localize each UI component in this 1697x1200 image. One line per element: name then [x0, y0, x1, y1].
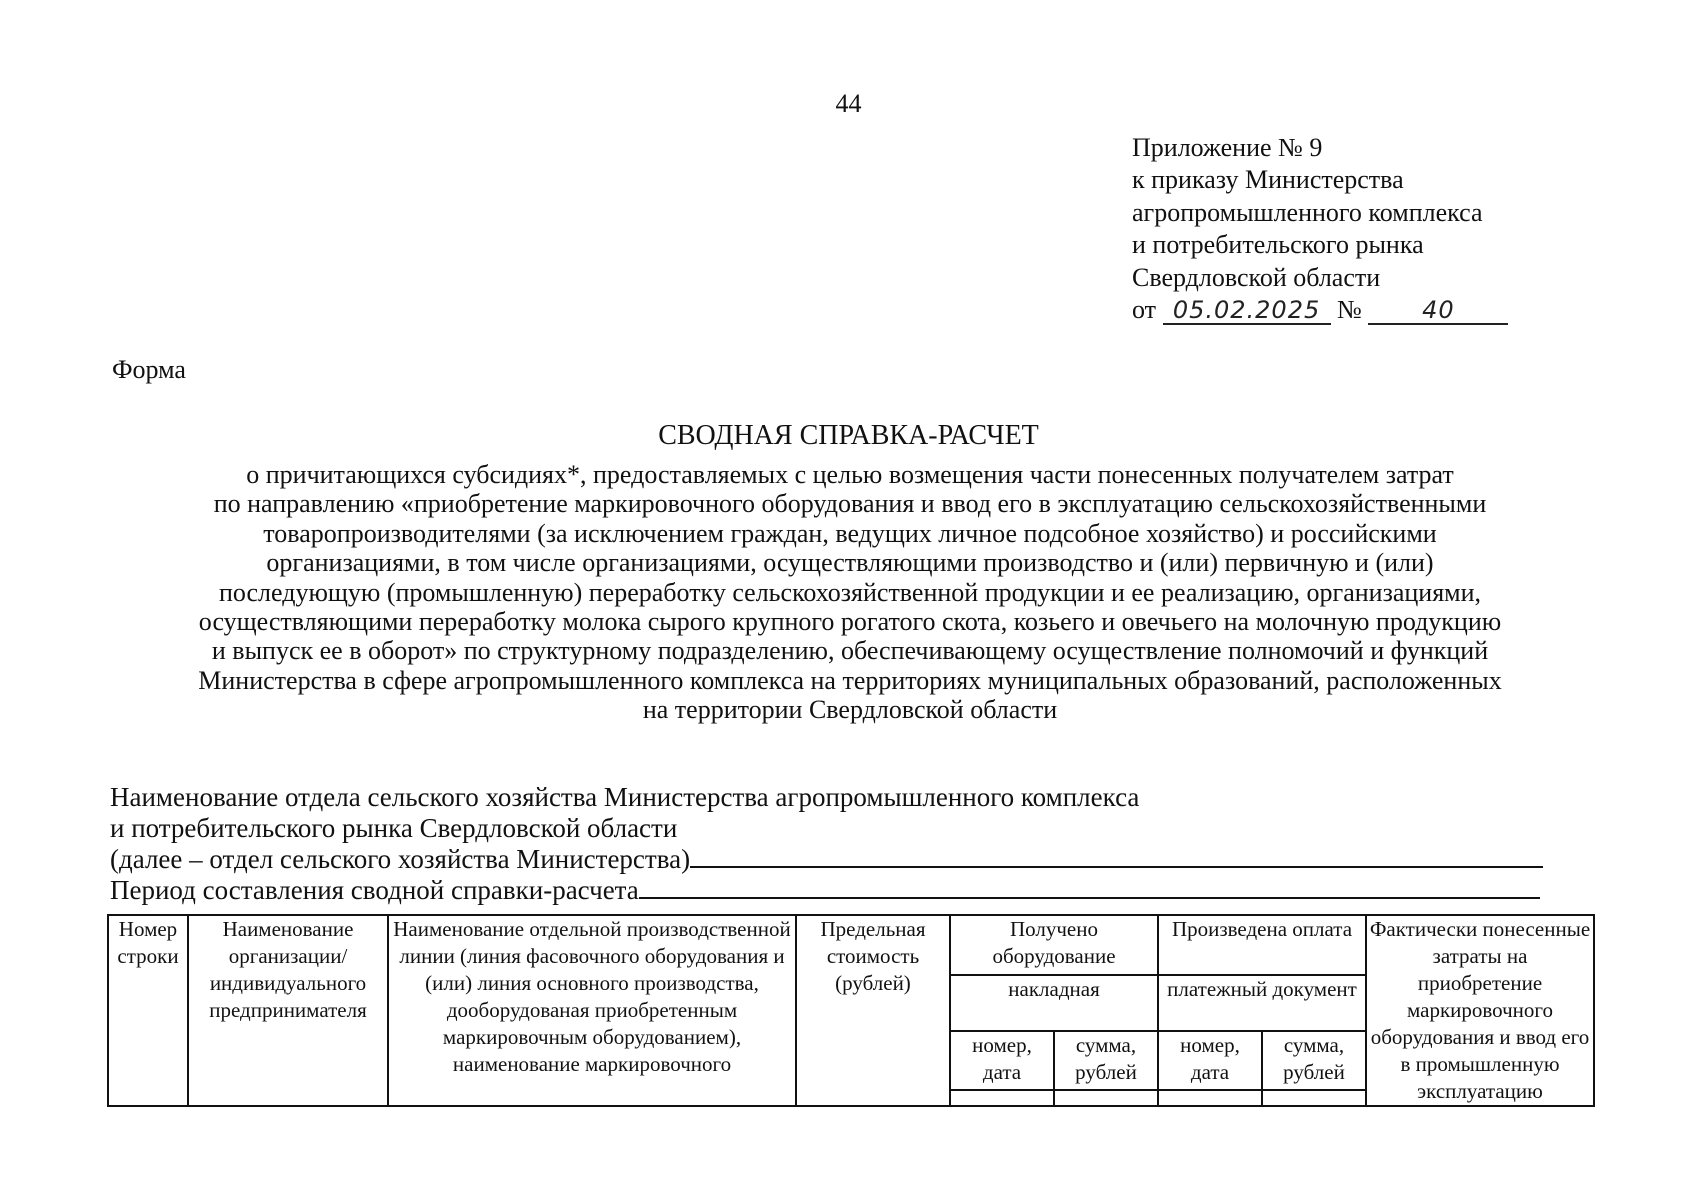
header-invoice-number-date: номер, дата: [950, 1031, 1054, 1091]
header-spacer: [1054, 1090, 1158, 1106]
subtitle-line: организациями, в том числе организациями, осуществляющими производство и (или) первичную и (или): [266, 548, 1434, 578]
appendix-block: [1132, 132, 1508, 326]
header-payment-number-date: номер, дата: [1158, 1031, 1262, 1091]
header-max-cost: Предельная стоимость (рублей): [796, 915, 950, 1106]
appendix-line: Свердловской области: [1132, 262, 1381, 292]
header-row-number: Номер строки: [108, 915, 188, 1106]
date-prefix: от: [1132, 295, 1157, 325]
subtitle-line: Министерства в сфере агропромышленного комплекса на территориях муниципальных образований, расположенных: [198, 665, 1502, 695]
header-actual-costs: Фактически понесенные затраты на приобретение маркировочного оборудования и ввод его в промышленную эксплуатацию: [1366, 915, 1594, 1106]
form-label: Форма: [112, 355, 186, 384]
subtitle-line: товаропроизводителями (за исключением граждан, ведущих личное подсобное хозяйство) и российскими: [263, 518, 1437, 548]
order-date-line: [1132, 294, 1508, 326]
header-invoice-sum: сумма, рублей: [1054, 1031, 1158, 1091]
document-title: СВОДНАЯ СПРАВКА-РАСЧЕТ: [658, 420, 1039, 451]
department-line: и потребительского рынка Свердловской области: [110, 813, 678, 843]
period-field: [110, 875, 1543, 906]
subtitle-line: по направлению «приобретение маркировочного оборудования и ввод его в эксплуатацию сельскохозяйственными: [213, 489, 1487, 519]
header-invoice: накладная: [950, 975, 1158, 1031]
number-prefix: №: [1337, 295, 1362, 325]
header-org-name: Наименование организации/ индивидуального предпринимателя: [188, 915, 388, 1106]
header-payment-sum: сумма, рублей: [1262, 1031, 1366, 1091]
department-fill-line: [690, 844, 1543, 868]
appendix-line: к приказу Министерства: [1132, 165, 1404, 195]
appendix-line: Приложение № 9: [1132, 133, 1323, 162]
subtitle-line: и выпуск ее в оборот» по структурному подразделению, обеспечивающему осуществление полномочий и функций: [211, 636, 1489, 666]
appendix-line: и потребительского рынка: [1132, 230, 1424, 260]
appendix-line: агропромышленного комплекса: [1132, 197, 1483, 227]
header-spacer: [1262, 1090, 1366, 1106]
handwritten-number: 40: [1368, 297, 1508, 325]
handwritten-date: 05.02.2025: [1163, 297, 1331, 325]
header-spacer: [1158, 1090, 1262, 1106]
document-subtitle: [100, 460, 1600, 725]
subtitle-line: последующую (промышленную) переработку сельскохозяйственной продукции и ее реализацию, организациями,: [218, 577, 1482, 607]
header-payment-document: платежный документ: [1158, 975, 1366, 1031]
page-number: 44: [835, 89, 862, 118]
header-spacer: [950, 1090, 1054, 1106]
department-block: [110, 782, 1543, 906]
department-field: [110, 844, 1543, 875]
department-label: (далее – отдел сельского хозяйства Министерства): [110, 844, 691, 874]
header-line-name: Наименование отдельной производственной линии (линия фасовочного оборудования и (или) линия основного производства, дооборудованая приобретенным маркировочным оборудованием), наименование маркировочного: [388, 915, 796, 1106]
department-line: Наименование отдела сельского хозяйства Министерства агропромышленного комплекса: [110, 782, 1140, 812]
period-label: Период составления сводной справки-расчета: [110, 875, 639, 905]
period-fill-line: [639, 875, 1540, 899]
form-table: [107, 914, 1595, 1107]
subtitle-line: на территории Свердловской области: [642, 695, 1058, 725]
header-received-equipment: Получено оборудование: [950, 915, 1158, 975]
subtitle-line: осуществляющими переработку молока сырого крупного рогатого скота, козьего и овечьего на молочную продукцию: [198, 607, 1502, 637]
header-payment-made: Произведена оплата: [1158, 915, 1366, 975]
subtitle-line: о причитающихся субсидиях*, предоставляемых с целью возмещения части понесенных получателем затрат: [246, 460, 1454, 489]
